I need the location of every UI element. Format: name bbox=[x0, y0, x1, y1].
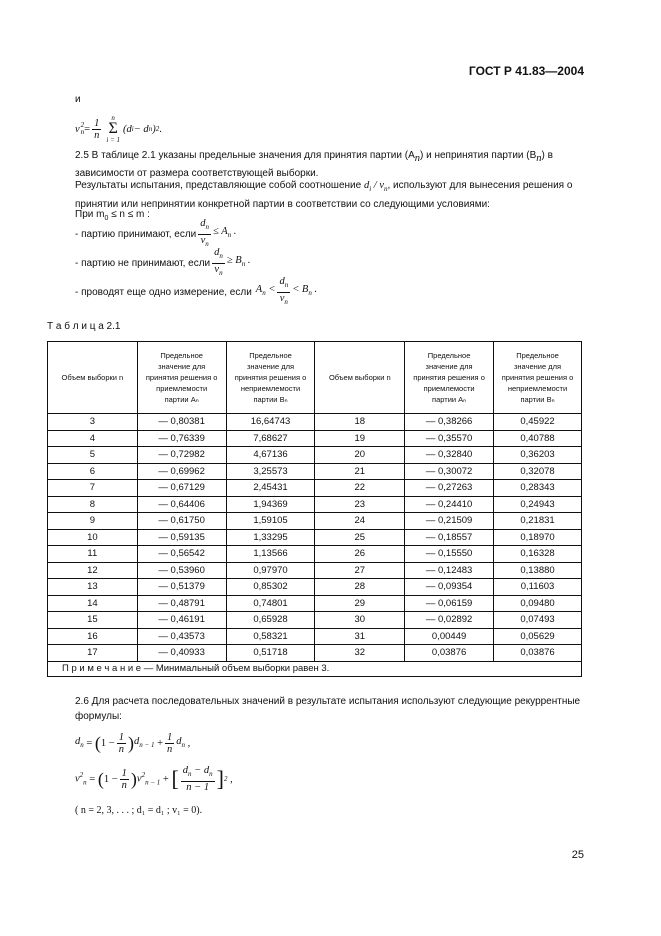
table-cell: 19 bbox=[315, 430, 405, 447]
table-cell: 7 bbox=[48, 480, 138, 497]
table-cell: — 0,61750 bbox=[137, 513, 226, 530]
page-number: 25 bbox=[571, 849, 584, 861]
table-cell: — 0,40933 bbox=[137, 645, 226, 662]
paragraph-2-6: 2.6 Для расчета последовательных значений в результате испытания используют следующие рекуррентные формулы: bbox=[75, 696, 581, 722]
table-cell: 1,94369 bbox=[226, 496, 315, 513]
table-cell: — 0,06159 bbox=[405, 595, 494, 612]
table-header-cell: Предельное значение для принятия решения о неприемлемости партии Bₙ bbox=[494, 342, 582, 414]
table-row bbox=[48, 496, 582, 513]
table-cell: 23 bbox=[315, 496, 405, 513]
table-cell: — 0,21509 bbox=[405, 513, 494, 530]
table-cell: 25 bbox=[315, 529, 405, 546]
condition-intro: При $m_0 \le n \le m$ : bbox=[75, 209, 150, 222]
sum-top: n bbox=[111, 114, 115, 122]
table-cell: 0,09480 bbox=[494, 595, 582, 612]
table-cell: — 0,46191 bbox=[137, 612, 226, 629]
formula-fraction bbox=[92, 118, 101, 141]
table-cell: 29 bbox=[315, 595, 405, 612]
table-header-cell: Объем выборки n bbox=[315, 342, 405, 414]
table-cell: 0,85302 bbox=[226, 579, 315, 596]
para-2-5-text-a: 2.5 В таблице 2.1 указаны предельные значения для принятия партии (A bbox=[75, 150, 415, 161]
condition-reject: - партию не принимают, если $\frac{d_n}{v_n}$ ≥ $B_n$ . bbox=[75, 247, 251, 277]
table-header-cell: Предельное значение для принятия решения о приемлемости партии Aₙ bbox=[405, 342, 494, 414]
table-body bbox=[48, 414, 582, 662]
sum-bottom: i = 1 bbox=[106, 136, 121, 144]
table-cell: 30 bbox=[315, 612, 405, 629]
table-cell: 18 bbox=[315, 414, 405, 431]
table-row bbox=[48, 612, 582, 629]
table-row bbox=[48, 645, 582, 662]
sum-body-2: − d bbox=[133, 123, 149, 135]
table-row bbox=[48, 463, 582, 480]
para-results-text-a: Результаты испытания, представляющие собой соотношение bbox=[75, 180, 362, 191]
table-cell: — 0,64406 bbox=[137, 496, 226, 513]
cond1-text: - партию принимают, если bbox=[75, 228, 197, 240]
cond1-fraction: $\frac{d_n}{v_n}$ bbox=[200, 218, 210, 248]
table-header-cell: Объем выборки n bbox=[48, 342, 138, 414]
formula-sub: n bbox=[80, 128, 85, 136]
recurrence-v-formula: $v^2_n$ = ( 1 − $\frac{1}{n}$ ) $v^2_{n - 1}$ + [ $\frac{d_n - d_n}{n - 1}$ ] 2 , bbox=[75, 765, 233, 793]
table-cell: — 0,80381 bbox=[137, 414, 226, 431]
table-cell: — 0,09354 bbox=[405, 579, 494, 596]
table-cell: — 0,48791 bbox=[137, 595, 226, 612]
variance-formula: v 2 n = $\frac{1}{n}$ n Σ i = 1 (d i − d n ) 2 . bbox=[75, 114, 162, 144]
cond-intro-a: При m bbox=[75, 209, 105, 220]
table-row bbox=[48, 447, 582, 464]
table-row bbox=[48, 628, 582, 645]
formula-eq: = bbox=[84, 123, 91, 135]
table-cell: — 0,02892 bbox=[405, 612, 494, 629]
paragraph-2-5: 2.5 В таблице 2.1 указаны предельные значения для принятия партии $(A_n)$ и непринятия партии $(B_n)$ в зависимости от размера соответствующей выборки. bbox=[75, 150, 553, 179]
table-cell: 1,33295 bbox=[226, 529, 315, 546]
table-row bbox=[48, 513, 582, 530]
table-cell: 3 bbox=[48, 414, 138, 431]
table-cell: 0,65928 bbox=[226, 612, 315, 629]
formula-tail: . bbox=[159, 123, 162, 135]
table-cell: 0,13880 bbox=[494, 562, 582, 579]
cond-intro-b: ≤ n ≤ m : bbox=[111, 209, 150, 220]
table-cell: 10 bbox=[48, 529, 138, 546]
table-cell: 0,03876 bbox=[494, 645, 582, 662]
table-cell: — 0,53960 bbox=[137, 562, 226, 579]
table-cell: 0,07493 bbox=[494, 612, 582, 629]
table-cell: 8 bbox=[48, 496, 138, 513]
table-cell: 12 bbox=[48, 562, 138, 579]
document-code: ГОСТ Р 41.83—2004 bbox=[468, 64, 584, 78]
recurrence-d-formula: $d_n$ = ( 1 − $\frac{1}{n}$ ) $d_{n - 1}$ + $\frac{1}{n}$ $d_n$ , bbox=[75, 731, 191, 755]
sum-body: (d bbox=[123, 123, 132, 135]
table-cell: 0,45922 bbox=[494, 414, 582, 431]
table-cell: 0,51718 bbox=[226, 645, 315, 662]
table-header-cell: Предельное значение для принятия решения о приемлемости партии Aₙ bbox=[137, 342, 226, 414]
table-cell: 14 bbox=[48, 595, 138, 612]
table-cell: 3,25573 bbox=[226, 463, 315, 480]
fraction-denominator: n bbox=[94, 129, 100, 141]
table-cell: 20 bbox=[315, 447, 405, 464]
formula-sup: 2 bbox=[80, 121, 85, 129]
table-cell: 26 bbox=[315, 546, 405, 563]
table-cell: 4 bbox=[48, 430, 138, 447]
table-cell: 24 bbox=[315, 513, 405, 530]
table-cell: 0,28343 bbox=[494, 480, 582, 497]
table-cell: 1,13566 bbox=[226, 546, 315, 563]
table-cell: — 0,56542 bbox=[137, 546, 226, 563]
table-cell: 22 bbox=[315, 480, 405, 497]
table-cell: 1,59105 bbox=[226, 513, 315, 530]
table-cell: 17 bbox=[48, 645, 138, 662]
table-cell: 16 bbox=[48, 628, 138, 645]
cond3-fraction: $\frac{d_n}{v_n}$ bbox=[279, 276, 289, 306]
recurrence-note: ( n = 2, 3, . . . ; d₁ = d₁ ; v₁ = 0). bbox=[75, 805, 203, 816]
sum-body-3: ) bbox=[152, 123, 156, 135]
table-cell: 0,32078 bbox=[494, 463, 582, 480]
table-cell: — 0,38266 bbox=[405, 414, 494, 431]
table-cell: 11 bbox=[48, 546, 138, 563]
table-cell: 0,97970 bbox=[226, 562, 315, 579]
condition-accept: - партию принимают, если $\frac{d_n}{v_n}$ ≤ $A_n$ . bbox=[75, 218, 237, 248]
table-cell: — 0,69962 bbox=[137, 463, 226, 480]
table-cell: 0,58321 bbox=[226, 628, 315, 645]
table-cell: — 0,76339 bbox=[137, 430, 226, 447]
table-cell: 0,03876 bbox=[405, 645, 494, 662]
table-cell: — 0,30072 bbox=[405, 463, 494, 480]
table-cell: 16,64743 bbox=[226, 414, 315, 431]
table-cell: — 0,15550 bbox=[405, 546, 494, 563]
table-cell: 15 bbox=[48, 612, 138, 629]
para-2-5-text-c: ) в зависимости от размера соответствующей выборки. bbox=[75, 150, 553, 179]
table-cell: 7,68627 bbox=[226, 430, 315, 447]
cond2-fraction: $\frac{d_n}{v_n}$ bbox=[214, 247, 223, 277]
table-cell: — 0,35570 bbox=[405, 430, 494, 447]
table-cell: 28 bbox=[315, 579, 405, 596]
table-row bbox=[48, 579, 582, 596]
table-cell: 0,36203 bbox=[494, 447, 582, 464]
table-row bbox=[48, 480, 582, 497]
cond3-text: - проводят еще одно измерение, если bbox=[75, 286, 252, 298]
table-cell: 0,21831 bbox=[494, 513, 582, 530]
para-2-5-text-b: ) и непринятия партии (B bbox=[420, 150, 537, 161]
table-cell: 21 bbox=[315, 463, 405, 480]
sum-symbol: n Σ i = 1 bbox=[106, 114, 121, 144]
table-cell: — 0,27263 bbox=[405, 480, 494, 497]
table-row bbox=[48, 414, 582, 431]
table-row bbox=[48, 595, 582, 612]
table-cell: — 0,24410 bbox=[405, 496, 494, 513]
table-cell: 0,74801 bbox=[226, 595, 315, 612]
table-header-row bbox=[48, 342, 582, 414]
table-cell: 27 bbox=[315, 562, 405, 579]
table-row bbox=[48, 430, 582, 447]
limits-table bbox=[47, 341, 582, 677]
table-cell: — 0,72982 bbox=[137, 447, 226, 464]
table-cell: 2,45431 bbox=[226, 480, 315, 497]
formula-lhs: v bbox=[75, 123, 80, 135]
table-note: П р и м е ч а н и е — Минимальный объем выборки равен 3. bbox=[48, 661, 582, 676]
para-results-text-b: , используют для вынесения решения о принятии или непринятии конкретной партии в соответствии со следующими условиями: bbox=[75, 180, 573, 211]
table-cell: 0,16328 bbox=[494, 546, 582, 563]
table-cell: 0,05629 bbox=[494, 628, 582, 645]
cond2-text: - партию не принимают, если bbox=[75, 257, 211, 269]
table-cell: 0,24943 bbox=[494, 496, 582, 513]
table-cell: — 0,67129 bbox=[137, 480, 226, 497]
table-note-row bbox=[48, 661, 582, 676]
table-cell: 31 bbox=[315, 628, 405, 645]
table-cell: 32 bbox=[315, 645, 405, 662]
para-and: и bbox=[75, 94, 81, 105]
table-cell: — 0,32840 bbox=[405, 447, 494, 464]
condition-continue: - проводят еще одно измерение, если $A_n$ < $\frac{d_n}{v_n}$ < $B_n$ . bbox=[75, 276, 318, 306]
table-cell: 0,40788 bbox=[494, 430, 582, 447]
table-cell: 9 bbox=[48, 513, 138, 530]
table-cell: 4,67136 bbox=[226, 447, 315, 464]
table-row bbox=[48, 546, 582, 563]
table-cell: 0,00449 bbox=[405, 628, 494, 645]
table-cell: — 0,51379 bbox=[137, 579, 226, 596]
table-cell: — 0,43573 bbox=[137, 628, 226, 645]
table-cell: — 0,18557 bbox=[405, 529, 494, 546]
table-cell: 13 bbox=[48, 579, 138, 596]
table-cell: 0,18970 bbox=[494, 529, 582, 546]
table-row bbox=[48, 529, 582, 546]
table-cell: — 0,59135 bbox=[137, 529, 226, 546]
ratio-d-over-v: $d_i / v_n$ bbox=[363, 180, 388, 194]
table-cell: 0,11603 bbox=[494, 579, 582, 596]
table-cell: 5 bbox=[48, 447, 138, 464]
table-row bbox=[48, 562, 582, 579]
fraction-numerator: 1 bbox=[94, 117, 100, 129]
table-cell: 6 bbox=[48, 463, 138, 480]
table-caption: Т а б л и ц а 2.1 bbox=[47, 321, 121, 332]
table-cell: — 0,12483 bbox=[405, 562, 494, 579]
paragraph-results bbox=[75, 178, 582, 212]
table-header-cell: Предельное значение для принятия решения о неприемлемости партии Bₙ bbox=[226, 342, 315, 414]
